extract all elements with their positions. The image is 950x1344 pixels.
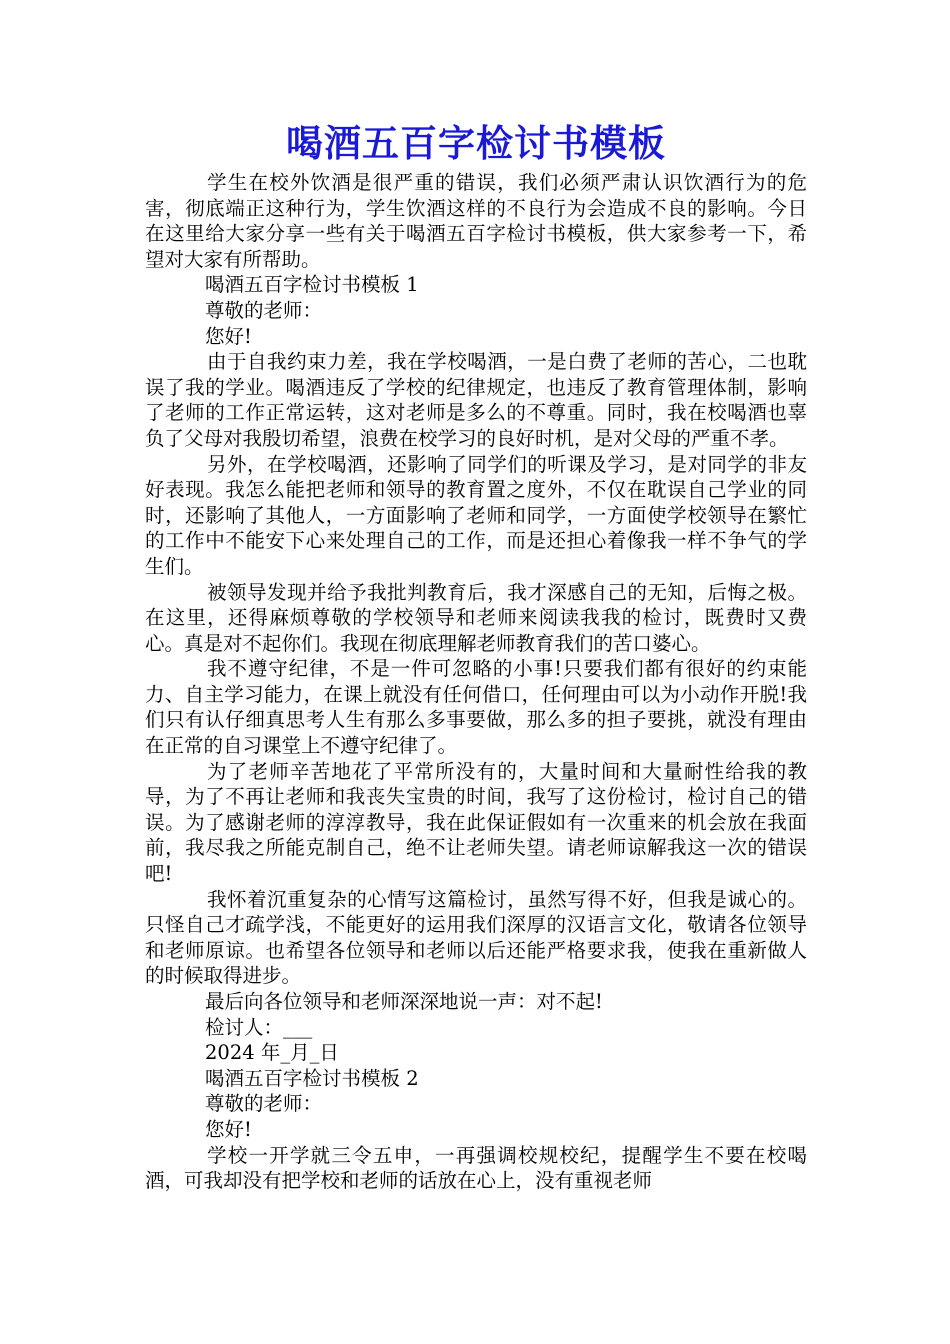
- section1-paragraph-5: 为了老师辛苦地花了平常所没有的，大量时间和大量耐性给我的教导，为了不再让老师和我丧失宝贵的时间，我写了这份检讨，检讨自己的错误。为了感谢老师的淳淳教导，我在此保证假如有一次重来的机会放在我面前，我尽我之所能克制自己，绝不让老师失望。请老师谅解我这一次的错误吧!: [145, 759, 807, 886]
- document-page: [145, 118, 807, 1194]
- section1-paragraph-4: 我不遵守纪律，不是一件可忽略的小事!只要我们都有很好的约束能力、自主学习能力，在课上就没有任何借口，任何理由可以为小动作开脱!我们只有认仔细真思考人生有那么多事要做，那么多的担子要挑，就没有理由在正常的自习课堂上不遵守纪律了。: [145, 657, 807, 758]
- section2-salutation: 尊敬的老师：: [205, 1092, 323, 1116]
- section1-paragraph-3: 被领导发现并给予我批判教育后，我才深感自己的无知，后悔之极。在这里，还得麻烦尊敬的学校领导和老师来阅读我我的检讨，既费时又费心。真是对不起你们。我现在彻底理解老师教育我们的苦口婆心。: [145, 580, 807, 655]
- section2-greeting: 您好!: [205, 1117, 252, 1141]
- section2-heading: 喝酒五百字检讨书模板 2: [205, 1066, 419, 1090]
- section1-paragraph-6: 我怀着沉重复杂的心情写这篇检讨，虽然写得不好，但我是诚心的。只怪自己才疏学浅，不能更好的运用我们深厚的汉语言文化，敬请各位领导和老师原谅。也希望各位领导和老师以后还能严格要求我，使我在重新做人的时候取得进步。: [145, 887, 807, 988]
- section1-paragraph-1: 由于自我约束力差，我在学校喝酒，一是白费了老师的苦心，二也耽误了我的学业。喝酒违反了学校的纪律规定，也违反了教育管理体制，影响了老师的工作正常运转，这对老师是多么的不尊重。同时，我在校喝酒也辜负了父母对我殷切希望，浪费在校学习的良好时机，是对父母的严重不孝。: [145, 350, 807, 450]
- section1-heading: 喝酒五百字检讨书模板 1: [205, 273, 419, 297]
- section1-signature: 检讨人：___: [205, 1015, 313, 1039]
- section1-greeting: 您好!: [205, 324, 252, 348]
- document-title: 喝酒五百字检讨书模板: [286, 122, 666, 165]
- section1-paragraph-2: 另外，在学校喝酒，还影响了同学们的听课及学习，是对同学的非友好表现。我怎么能把老师和领导的教育置之度外，不仅在耽误自己学业的同时，还影响了其他人，一方面影响了老师和同学，一方面使学校领导在繁忙的工作中不能安下心来处理自己的工作，而是还担心着像我一样不争气的学生们。: [145, 452, 807, 578]
- section1-salutation: 尊敬的老师：: [205, 298, 323, 322]
- intro-paragraph: 学生在校外饮酒是很严重的错误，我们必须严肃认识饮酒行为的危害，彻底端正这种行为，学生饮酒这样的不良行为会造成不良的影响。今日在这里给大家分享一些有关于喝酒五百字检讨书模板，供大家参考一下，希望对大家有所帮助。: [145, 171, 807, 271]
- section2-paragraph-1: 学校一开学就三令五申，一再强调校规校纪，提醒学生不要在校喝酒，可我却没有把学校和老师的话放在心上，没有重视老师: [145, 1143, 807, 1193]
- section1-date: 2024 年_月_日: [205, 1041, 339, 1065]
- section1-closing: 最后向各位领导和老师深深地说一声：对不起!: [205, 990, 603, 1013]
